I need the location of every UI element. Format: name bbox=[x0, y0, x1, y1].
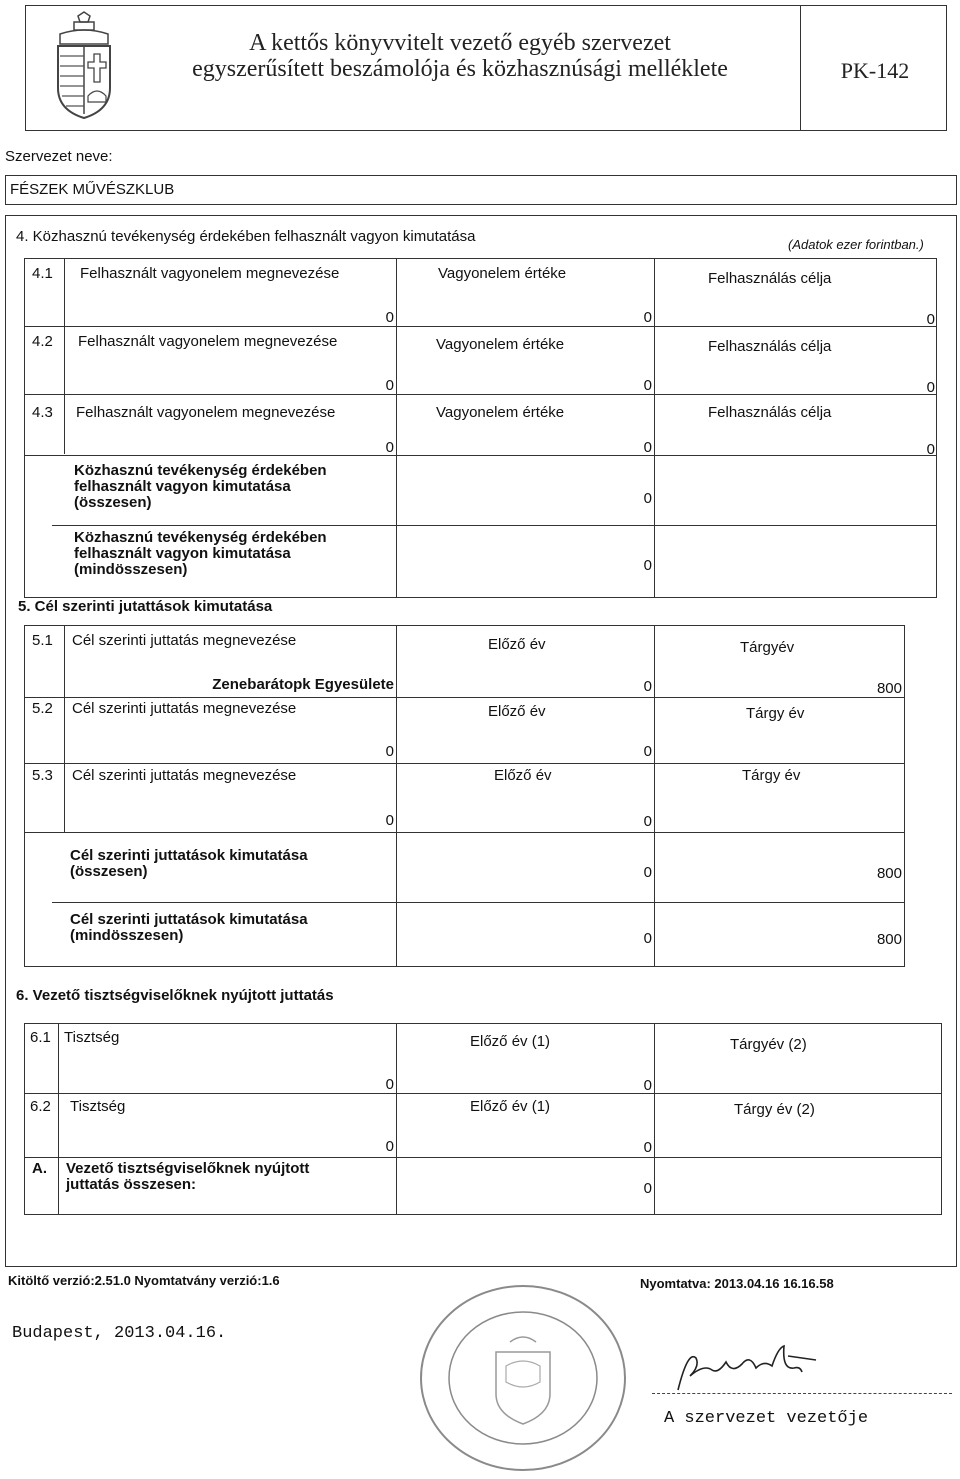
org-name-value: FÉSZEK MŰVÉSZKLUB bbox=[10, 181, 175, 198]
row-number: 6.1 bbox=[30, 1029, 51, 1046]
row-number: 6.2 bbox=[30, 1098, 51, 1115]
asset-value-label: Vagyonelem értéke bbox=[436, 404, 565, 421]
current-year-label: Tárgy év (2) bbox=[734, 1101, 815, 1118]
print-timestamp: Nyomtatva: 2013.04.16 16.16.58 bbox=[640, 1276, 834, 1291]
asset-value-value: 0 bbox=[643, 377, 652, 394]
section5-num-column-line bbox=[64, 625, 65, 832]
form-title-line1: A kettős könyvvitelt vezető egyéb szervezet bbox=[249, 30, 671, 56]
asset-value-value: 0 bbox=[643, 439, 652, 456]
header-divider bbox=[800, 5, 801, 131]
section4-title: 4. Közhasznú tevékenység érdekében felhasznált vagyon kimutatása bbox=[16, 228, 476, 245]
benefit-name-label: Cél szerinti juttatás megnevezése bbox=[72, 700, 297, 717]
section5-total-current: 800 bbox=[876, 865, 902, 882]
current-year-label: Tárgyév (2) bbox=[730, 1036, 807, 1053]
signature-caption: A szervezet vezetője bbox=[664, 1409, 869, 1428]
section5-grand-total-prev: 0 bbox=[643, 930, 652, 947]
asset-value-value: 0 bbox=[643, 309, 652, 326]
asset-value-label: Vagyonelem értéke bbox=[436, 336, 565, 353]
form-title-line2: egyszerűsített beszámolója és közhasznúsági melléklete bbox=[192, 56, 728, 83]
director-signature bbox=[660, 1340, 830, 1400]
asset-name-value: 0 bbox=[385, 439, 394, 456]
section4-grand-total-value: 0 bbox=[643, 557, 652, 574]
total-label-line: Cél szerinti juttatások kimutatása bbox=[70, 911, 308, 928]
section6-num-column-line bbox=[58, 1023, 59, 1215]
section4-grand-total-label bbox=[74, 530, 327, 577]
form-code: PK-142 bbox=[840, 58, 910, 83]
prev-year-value: 0 bbox=[643, 1139, 652, 1156]
asset-name-label: Felhasznált vagyonelem megnevezése bbox=[80, 265, 340, 282]
benefit-name-value: 0 bbox=[385, 812, 394, 829]
section5-row3-divider bbox=[24, 832, 905, 833]
section6-row1-divider bbox=[24, 1093, 942, 1094]
asset-name-value: 0 bbox=[385, 309, 394, 326]
section4-value-column-line bbox=[654, 258, 655, 598]
section5-grand-total-current: 800 bbox=[876, 931, 902, 948]
prev-year-label: Előző év bbox=[488, 703, 546, 720]
version-info: Kitöltő verzió:2.51.0 Nyomtatvány verzió:1.6 bbox=[8, 1273, 280, 1288]
section5-grand-total-label bbox=[70, 912, 308, 944]
benefit-name-label: Cél szerinti juttatás megnevezése bbox=[72, 632, 297, 649]
section6-prev-column-line bbox=[654, 1023, 655, 1215]
section6-total-value: 0 bbox=[643, 1180, 652, 1197]
total-label-line: (mindösszesen) bbox=[70, 926, 184, 944]
total-label-line: juttatás összesen: bbox=[66, 1175, 197, 1193]
purpose-value: 0 bbox=[926, 379, 935, 396]
total-label-line: felhasznált vagyon kimutatása bbox=[74, 477, 291, 495]
section6-title: 6. Vezető tisztségviselőknek nyújtott juttatás bbox=[16, 987, 334, 1004]
current-year-value: 800 bbox=[876, 680, 902, 697]
total-label-line: Cél szerinti juttatások kimutatása bbox=[70, 847, 308, 864]
section5-title: 5. Cél szerinti jutattások kimutatása bbox=[18, 598, 273, 615]
signature-line bbox=[652, 1393, 952, 1394]
row-number: 5.2 bbox=[32, 700, 53, 717]
benefit-recipient-name: Zenebarátopk Egyesülete bbox=[212, 676, 394, 693]
purpose-value: 0 bbox=[926, 311, 935, 328]
current-year-label: Tárgyév bbox=[740, 639, 795, 656]
purpose-label: Felhasználás célja bbox=[708, 338, 832, 355]
section5-total-prev: 0 bbox=[643, 864, 652, 881]
prev-year-value: 0 bbox=[643, 743, 652, 760]
total-label-line: Közhasznú tevékenység érdekében bbox=[74, 529, 327, 546]
purpose-label: Felhasználás célja bbox=[708, 270, 832, 287]
asset-name-label: Felhasznált vagyonelem megnevezése bbox=[76, 404, 336, 421]
section4-row1-divider bbox=[24, 326, 937, 327]
row-number: 5.3 bbox=[32, 767, 53, 784]
asset-name-value: 0 bbox=[385, 377, 394, 394]
current-year-label: Tárgy év bbox=[742, 767, 801, 784]
section4-total-value: 0 bbox=[643, 490, 652, 507]
section4-total-label bbox=[74, 463, 327, 510]
section4-num-column-line bbox=[64, 258, 65, 454]
row-number: 4.2 bbox=[32, 333, 53, 350]
total-label-line: (összesen) bbox=[74, 493, 152, 511]
prev-year-label: Előző év (1) bbox=[470, 1033, 551, 1050]
club-stamp bbox=[418, 1282, 628, 1474]
org-name-label: Szervezet neve: bbox=[5, 148, 113, 165]
total-label-line: Közhasznú tevékenység érdekében bbox=[74, 462, 327, 479]
prev-year-value: 0 bbox=[643, 678, 652, 695]
asset-value-label: Vagyonelem értéke bbox=[438, 265, 567, 282]
section5-row1-divider bbox=[24, 697, 905, 698]
form-title bbox=[140, 30, 780, 83]
prev-year-label: Előző év bbox=[494, 767, 552, 784]
total-label-line: Vezető tisztségviselőknek nyújtott bbox=[66, 1160, 310, 1177]
section6-row2-divider bbox=[24, 1157, 942, 1158]
prev-year-value: 0 bbox=[643, 813, 652, 830]
total-label-line: felhasznált vagyon kimutatása bbox=[74, 544, 291, 562]
position-label: Tisztség bbox=[64, 1029, 120, 1046]
section5-prev-column-line bbox=[654, 625, 655, 967]
section6-total-label bbox=[66, 1161, 309, 1193]
section6-total-number: A. bbox=[32, 1160, 47, 1177]
row-number: 4.3 bbox=[32, 404, 53, 421]
section4-unit-note: (Adatok ezer forintban.) bbox=[788, 237, 924, 252]
benefit-name-value: 0 bbox=[385, 743, 394, 760]
section5-total-divider bbox=[52, 902, 905, 903]
benefit-name-label: Cél szerinti juttatás megnevezése bbox=[72, 767, 297, 784]
section4-total-divider bbox=[52, 525, 937, 526]
hungarian-coat-of-arms-logo bbox=[48, 10, 120, 122]
row-number: 5.1 bbox=[32, 632, 53, 649]
section5-total-label bbox=[70, 848, 308, 880]
section4-row3-divider bbox=[24, 455, 937, 456]
position-label: Tisztség bbox=[70, 1098, 126, 1115]
section6-name-column-line bbox=[396, 1023, 397, 1215]
section5-row2-divider bbox=[24, 763, 905, 764]
section4-row2-divider bbox=[24, 394, 937, 395]
section5-name-column-line bbox=[396, 625, 397, 967]
position-value: 0 bbox=[385, 1076, 394, 1093]
prev-year-label: Előző év (1) bbox=[470, 1098, 551, 1115]
purpose-label: Felhasználás célja bbox=[708, 404, 832, 421]
position-value: 0 bbox=[385, 1138, 394, 1155]
place-and-date: Budapest, 2013.04.16. bbox=[12, 1324, 227, 1343]
current-year-label: Tárgy év bbox=[746, 705, 805, 722]
section4-name-column-line bbox=[396, 258, 397, 598]
prev-year-value: 0 bbox=[643, 1077, 652, 1094]
total-label-line: (összesen) bbox=[70, 862, 148, 880]
row-number: 4.1 bbox=[32, 265, 53, 282]
purpose-value: 0 bbox=[926, 441, 935, 458]
asset-name-label: Felhasznált vagyonelem megnevezése bbox=[78, 333, 338, 350]
prev-year-label: Előző év bbox=[488, 636, 546, 653]
total-label-line: (mindösszesen) bbox=[74, 560, 188, 578]
